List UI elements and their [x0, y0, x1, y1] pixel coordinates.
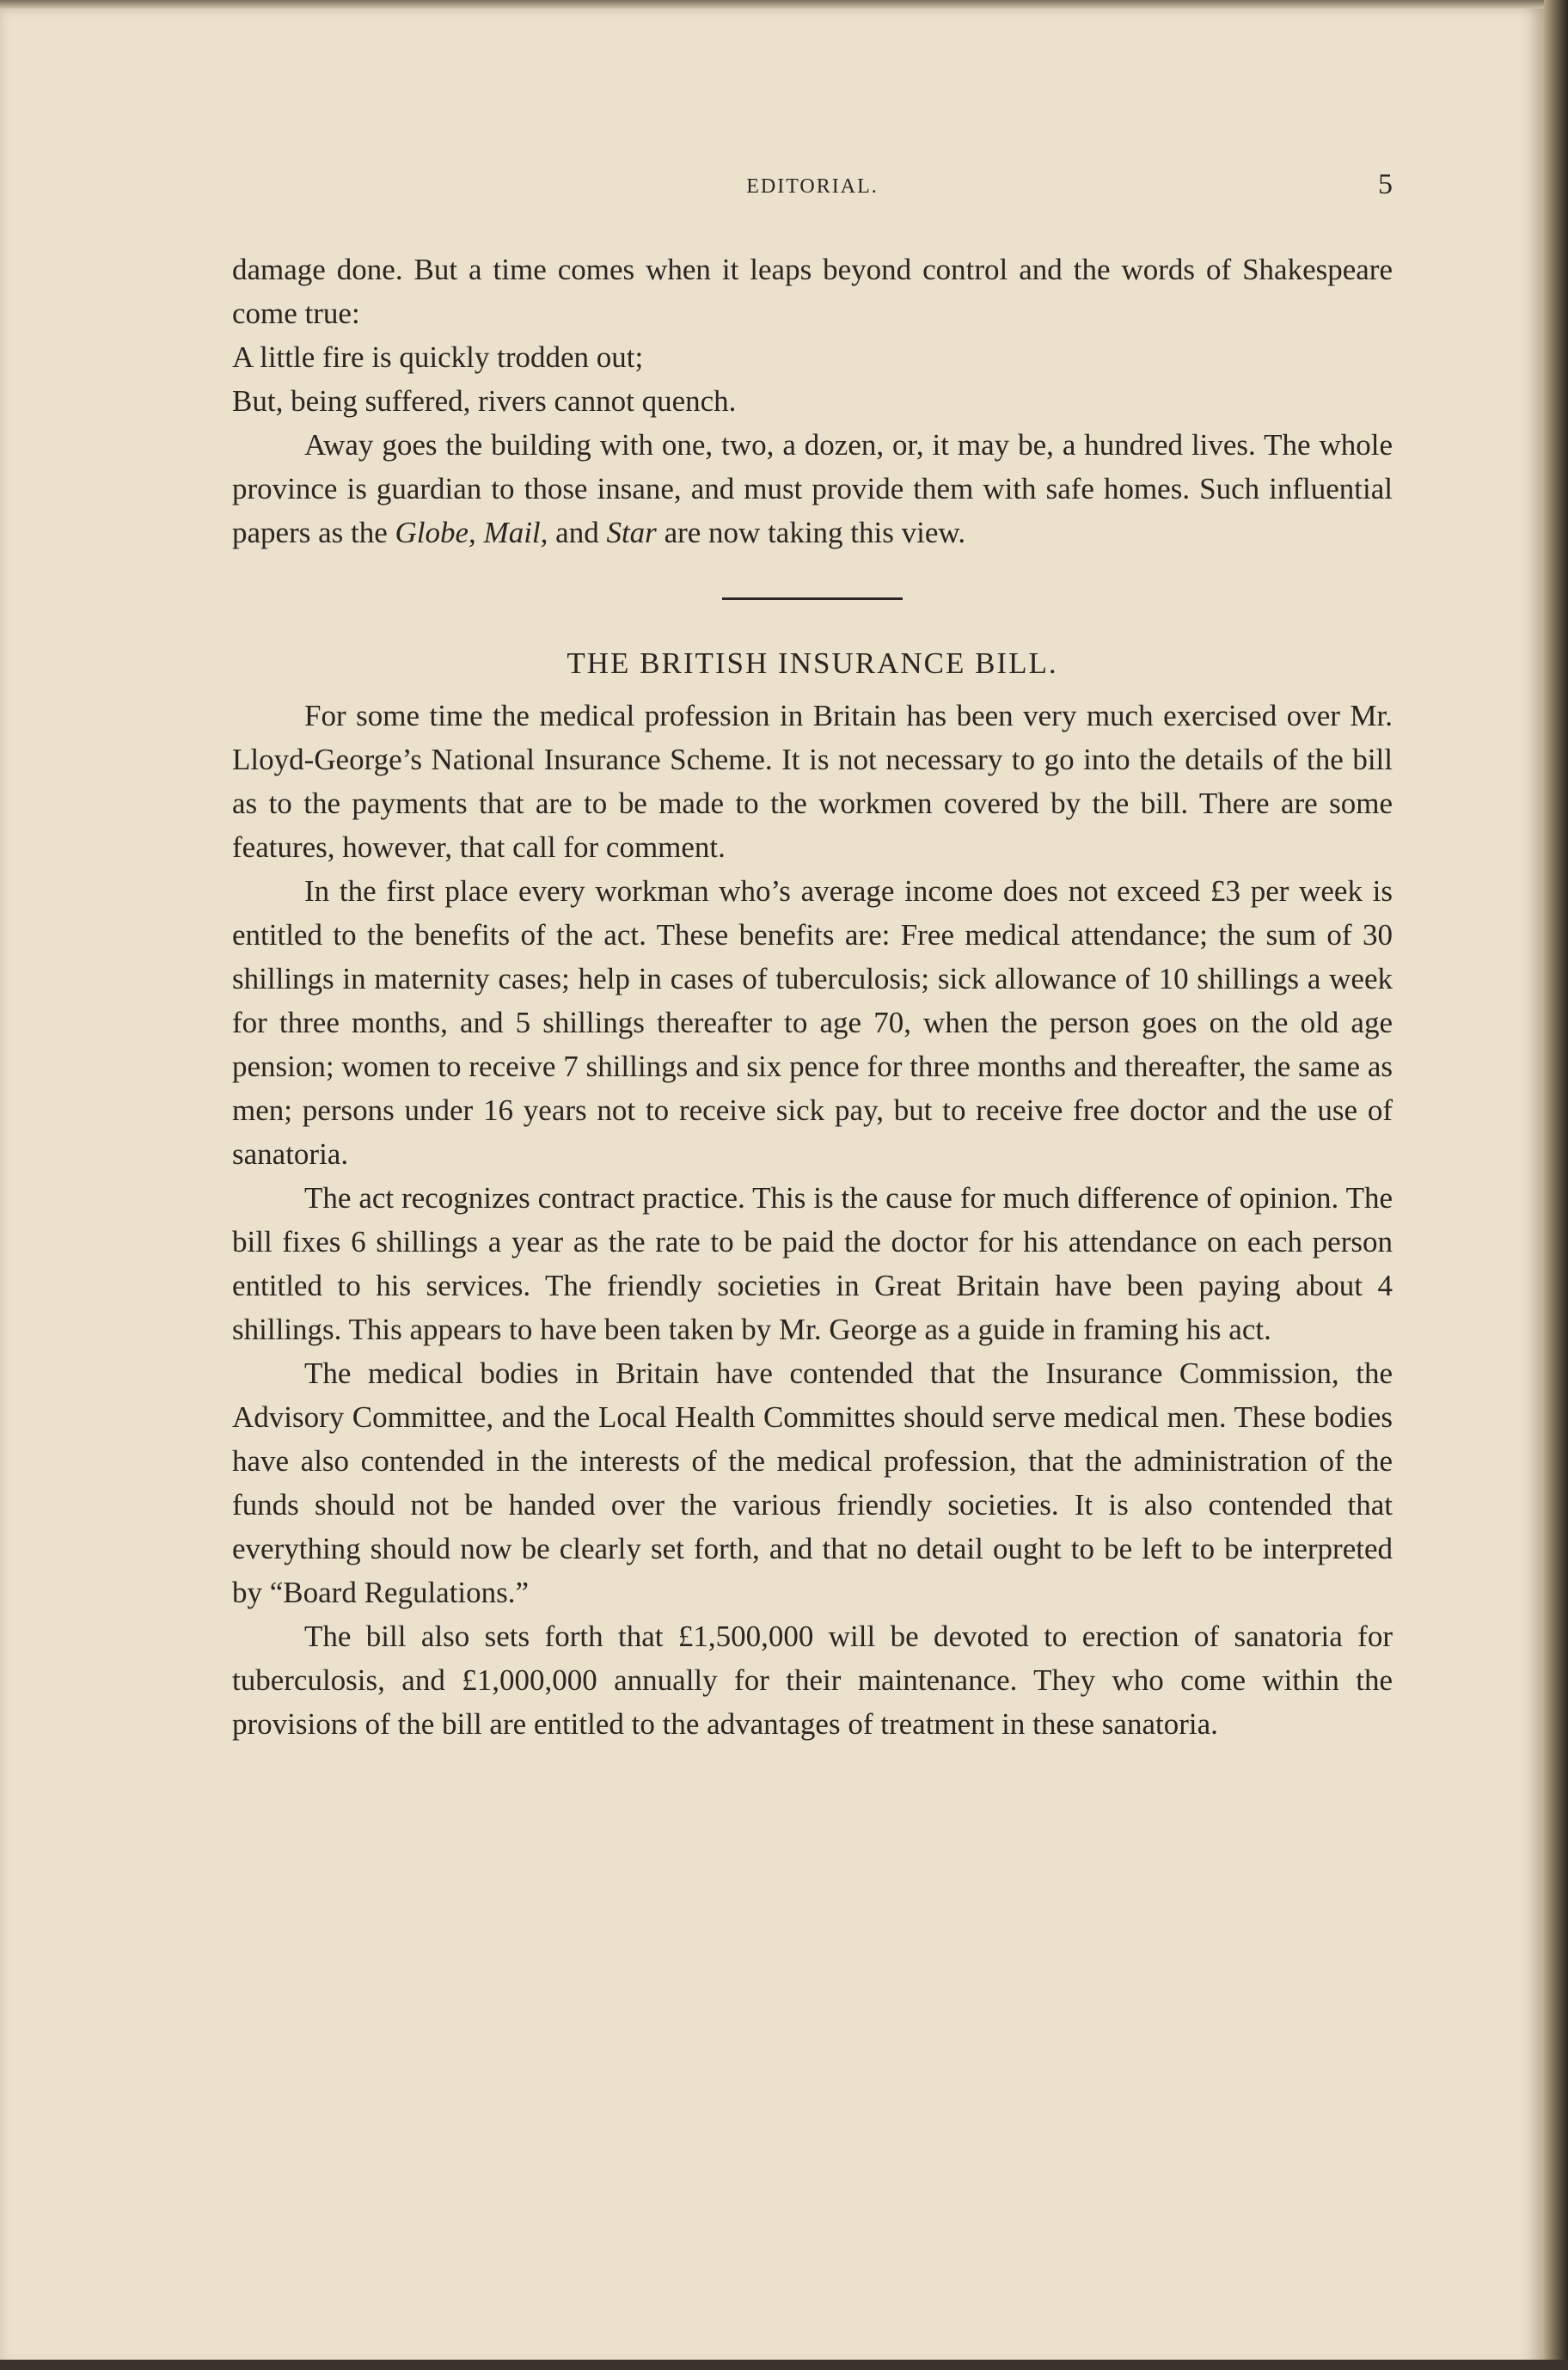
newspaper-title: Globe, Mail,: [395, 516, 548, 549]
running-head: [232, 168, 1393, 206]
page-bottom-edge: [0, 2360, 1568, 2370]
paragraph: The bill also sets forth that £1,500,000 will be devoted to erection of sanatoria for tuberculosis, and £1,000,000 annually for their maintenance. They who come within the provisions of the bill are entitled to the advantages of treatment in these sanatoria.: [232, 1620, 1393, 1741]
verse-line: A little fire is quickly trodden out;: [232, 340, 644, 374]
newspaper-title: Star: [606, 516, 657, 549]
paragraph-continuation: damage done. But a time comes when it leaps beyond control and the words of Shakespeare come true:: [232, 253, 1393, 330]
paragraph: In the first place every workman who’s average income does not exceed £3 per week is entitled to the benefits of the act. These benefits are: Free medical attendance; the sum of 30 shillings in maternity cases; help in cases of tuberculosis; sick allowance of 10 shillings a week for three months, and 5 shillings thereafter to age 70, when the person goes on the old age pension; women to receive 7 shillings and six pence for three months and thereafter, the same as men; persons under 16 years not to receive sick pay, but to receive free doctor and the use of sanatoria.: [232, 874, 1393, 1171]
paragraph: For some time the medical profession in Britain has been very much exercised over Mr. Lloyd-George’s National Insurance Scheme. It is not necessary to go into the details of the bill as to the payments that are to be made to the workmen covered by the bill. There are some features, however, that call for comment.: [232, 699, 1393, 864]
verse-line: But, being suffered, rivers cannot quench.: [232, 384, 737, 418]
paragraph-text: are now taking this view.: [656, 516, 966, 549]
section-title: THE BRITISH INSURANCE BILL.: [567, 646, 1058, 680]
page-number: 5: [1378, 168, 1393, 200]
paragraph: The act recognizes contract practice. This is the cause for much difference of opinion. The bill fixes 6 shillings a year as the rate to be paid the doctor for his attendance on each person entitled to his services. The friendly societies in Great Britain have been paying about 4 shillings. This appears to have been taken by Mr. George as a guide in framing his act.: [232, 1181, 1393, 1346]
running-title: EDITORIAL.: [746, 175, 879, 198]
page-top-edge: [0, 0, 1568, 9]
paragraph: The medical bodies in Britain have contended that the Insurance Commission, the Advisory Committee, and the Local Health Committes should serve medical men. These bodies have also contended in the interests of the medical profession, that the administration of the funds should not be handed over the various friendly societies. It is also contended that everything should now be clearly set forth, and that no detail ought to be left to be interpreted by “Board Regulations.”: [232, 1356, 1393, 1609]
paragraph: [232, 423, 1393, 554]
paragraph-text: Away goes the building with one, two, a dozen, or, it may be, a hundred lives. The whole province is guardian to those insane, and must provide them with safe homes. Such influential papers as the: [232, 428, 1393, 549]
paragraph-text: and: [548, 516, 607, 549]
page-body: [232, 248, 1393, 1746]
page-right-edge: [1544, 0, 1568, 2370]
section-divider: [722, 597, 903, 600]
